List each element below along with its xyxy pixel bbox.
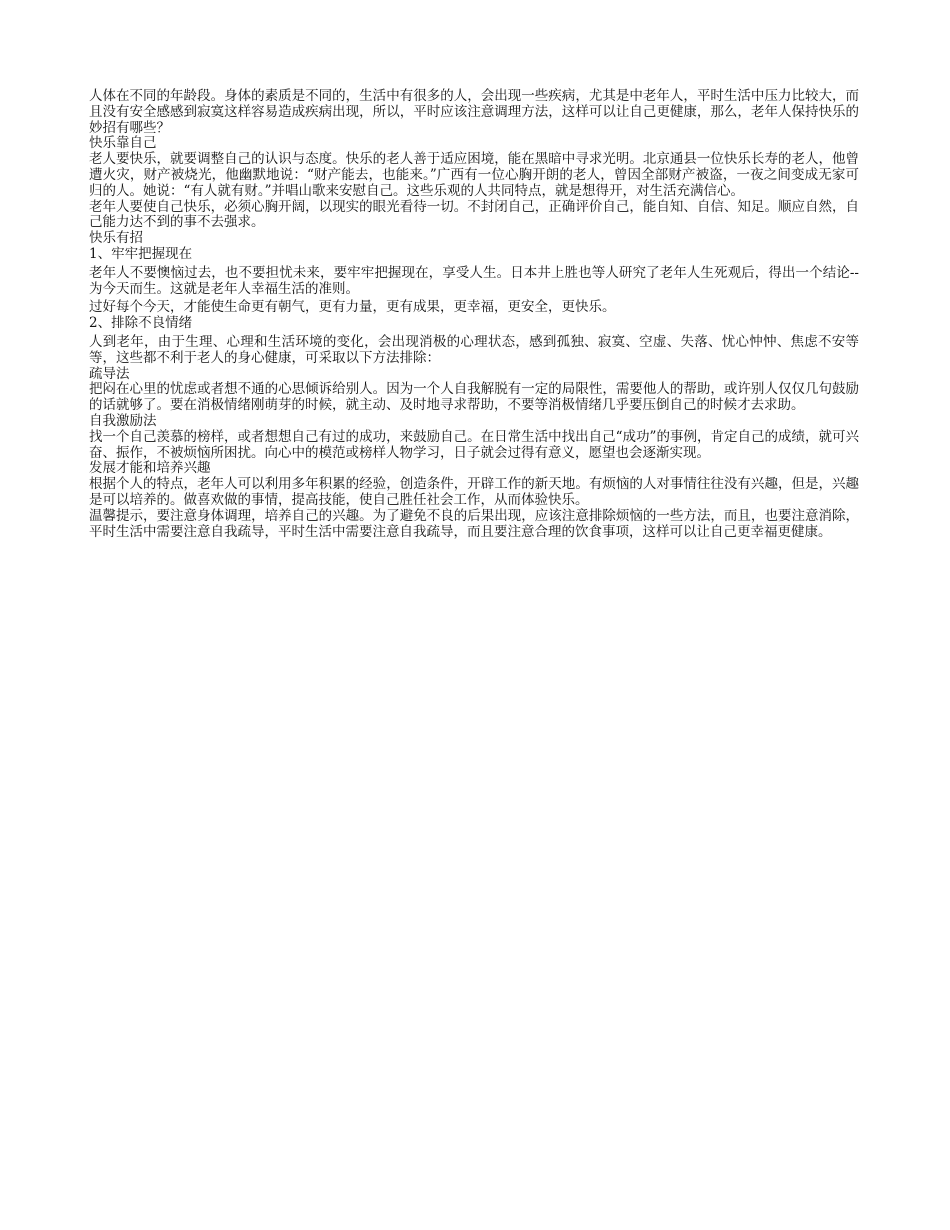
subheading-remove-bad-mood: 2、排除不良情绪 — [89, 315, 193, 332]
section-heading-happiness-tips: 快乐有招 — [89, 230, 143, 247]
body-paragraph: 根据个人的特点，老年人可以利用多年积累的经验，创造条件，开辟工作的新天地。有烦恼的人对事情往往没有兴趣，但是，兴趣是可以培养的。做喜欢做的事情，提高技能，使自己胜任社会工作，从而体验快乐。 — [89, 476, 859, 508]
body-paragraph: 找一个自己羡慕的榜样，或者想想自己有过的成功，来鼓励自己。在日常生活中找出自己“成功”的事例，肯定自己的成绩，就可兴奋、振作，不被烦恼所困扰。向心中的模范或榜样人物学习，日子就会过得有意义，愿望也会逐渐实现。 — [89, 428, 859, 461]
body-paragraph: 老年人要使自己快乐，必须心胸开阔，以现实的眼光看待一切。不封闭自己，正确评价自己，能自知、自信、知足。顺应自然，自己能力达不到的事不去强求。 — [89, 198, 859, 231]
subheading-guidance-method: 疏导法 — [89, 365, 130, 382]
intro-paragraph: 人体在不同的年龄段。身体的素质是不同的，生活中有很多的人，会出现一些疾病，尤其是中老年人，平时生活中压力比较大，而且没有安全感感到寂寞这样容易造成疾病出现，所以，平时应该注意调理方法，这样可以让自己更健康，那么，老年人保持快乐的妙招有哪些？ — [89, 88, 859, 136]
body-paragraph: 把闷在心里的忧虑或者想不通的心思倾诉给别人。因为一个人自我解脱有一定的局限性，需要他人的帮助，或许别人仅仅几句鼓励的话就够了。要在消极情绪刚萌芽的时候，就主动、及时地寻求帮助，不要等消极情绪几乎要压倒自己的时候才去求助。 — [89, 381, 859, 414]
body-paragraph: 过好每个今天，才能使生命更有朝气，更有力量，更有成果，更幸福，更安全，更快乐。 — [89, 299, 616, 316]
closing-tip-paragraph: 温馨提示，要注意身体调理，培养自己的兴趣。为了避免不良的后果出现，应该注意排除烦恼的一些方法，而且，也要注意消除，平时生活中需要注意自我疏导，平时生活中需要注意自我疏导，而且要注意合理的饮食事项，这样可以让自己更幸福更健康。 — [89, 507, 859, 540]
body-paragraph: 老人要快乐，就要调整自己的认识与态度。快乐的老人善于适应困境，能在黑暗中寻求光明。北京通县一位快乐长寿的老人，他曾遭火灾，财产被烧光，他幽默地说：“财产能去，也能来。”广西有一位心胸开朗的老人，曾因全部财产被盗，一夜之间变成无家可归的人。她说：“有人就有财。”并唱山歌来安慰自己。这些乐观的人共同特点，就是想得开，对生活充满信心。 — [89, 151, 859, 199]
subheading-grasp-present: 1、牢牢把握现在 — [89, 245, 193, 262]
body-paragraph: 人到老年，由于生理、心理和生活环境的变化，会出现消极的心理状态，感到孤独、寂寞、空虚、失落、忧心忡忡、焦虑不安等等，这些都不利于老人的身心健康，可采取以下方法排除： — [89, 333, 859, 366]
subheading-self-motivation: 自我激励法 — [89, 412, 157, 429]
document-body — [89, 89, 859, 540]
subheading-develop-interests: 发展才能和培养兴趣 — [89, 460, 211, 477]
section-heading-happiness-self: 快乐靠自己 — [89, 135, 157, 152]
body-paragraph: 老年人不要懊恼过去，也不要担忧未来，要牢牢把握现在，享受人生。日本井上胜也等人研究了老年人生死观后，得出一个结论--为今天而生。这就是老年人幸福生活的准则。 — [89, 264, 859, 297]
